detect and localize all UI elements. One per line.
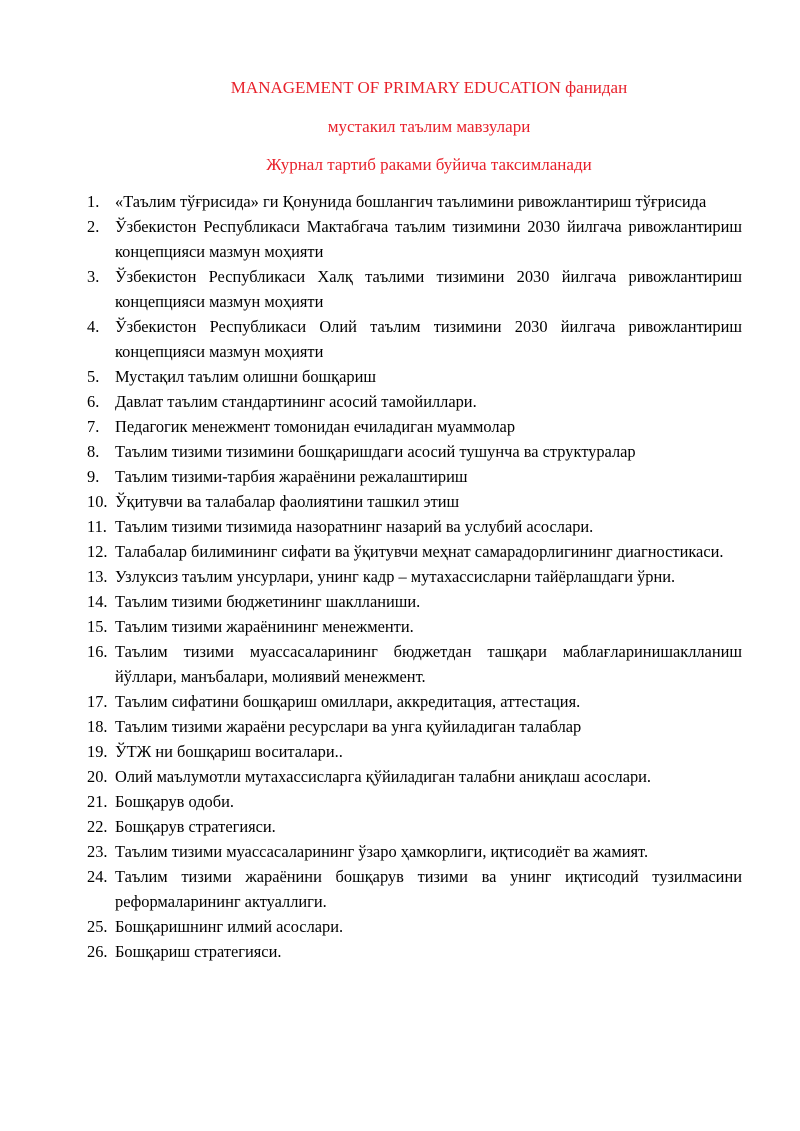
topic-number: 4.	[87, 317, 100, 336]
topic-text: Таълим тизими-тарбия жараёнини режалаштириш	[115, 467, 468, 486]
topic-item	[87, 539, 742, 564]
topic-text: Таълим тизими жараёнининг менежменти.	[115, 617, 414, 636]
topic-number: 22.	[87, 817, 108, 836]
topic-number: 19.	[87, 742, 108, 761]
topic-text: Давлат таълим стандартининг асосий тамойиллари.	[115, 392, 477, 411]
topic-item	[87, 814, 742, 839]
topics-list	[87, 189, 742, 964]
topic-item	[87, 314, 742, 364]
topic-number: 17.	[87, 692, 108, 711]
topic-number: 2.	[87, 217, 100, 236]
topic-text: Олий маълумотли мутахассисларга қўйиладиган талабни аниқлаш асослари.	[115, 767, 652, 786]
topic-item	[87, 189, 742, 214]
topic-number: 25.	[87, 917, 108, 936]
topic-text: Таълим тизими жараёни ресурслари ва унга қуйиладиган талаблар	[115, 717, 582, 736]
topic-item	[87, 689, 742, 714]
topic-number: 20.	[87, 767, 108, 786]
topic-number: 16.	[87, 642, 108, 661]
topic-item	[87, 214, 742, 264]
topic-text: Таълим тизими тизимида назоратнинг назарий ва услубий асослари.	[115, 517, 594, 536]
topic-text: Узлуксиз таълим унсурлари, унинг кадр – мутахассисларни тайёрлашдаги ўрни.	[115, 567, 676, 586]
topic-item	[87, 489, 742, 514]
topic-text: Бошқариш стратегияси.	[115, 942, 282, 961]
topic-item	[87, 389, 742, 414]
topic-item	[87, 739, 742, 764]
topic-text: Ўқитувчи ва талабалар фаолиятини ташкил этиш	[115, 492, 460, 511]
topic-item	[87, 789, 742, 814]
topic-item	[87, 514, 742, 539]
document-title: MANAGEMENT OF PRIMARY EDUCATION фанидан	[230, 78, 628, 97]
topic-item	[87, 614, 742, 639]
topic-text: «Таълим тўғрисида» ги Қонунида бошлангич таълимини ривожлантириш тўғрисида	[115, 192, 707, 211]
topic-item	[87, 714, 742, 739]
topic-text: Таълим сифатини бошқариш омиллари, аккредитация, аттестация.	[115, 692, 581, 711]
topic-number: 21.	[87, 792, 108, 811]
topic-text: Ўзбекистон Республикаси Халқ таълими тизимини 2030 йилгача ривожлантириш концепцияси мазмун моҳияти	[115, 267, 742, 311]
topic-item	[87, 914, 742, 939]
topic-text: Таълим тизими муассасаларининг бюджетдан ташқари маблағларинишаклланиш йўллари, манъбалари, молиявий менежмент.	[115, 642, 742, 686]
topic-item	[87, 589, 742, 614]
topic-text: Бошқарув стратегияси.	[115, 817, 276, 836]
topic-text: Ўзбекистон Республикаси Мактабгача таълим тизимини 2030 йилгача ривожлантириш концепцияси мазмун моҳияти	[115, 217, 742, 261]
topic-number: 15.	[87, 617, 108, 636]
topic-number: 6.	[87, 392, 100, 411]
topic-text: Бошқарув одоби.	[115, 792, 234, 811]
topic-item	[87, 764, 742, 789]
topic-item	[87, 864, 742, 914]
topic-text: Мустақил таълим олишни бошқариш	[115, 367, 376, 386]
topic-number: 9.	[87, 467, 100, 486]
topic-item	[87, 439, 742, 464]
topic-item	[87, 264, 742, 314]
topic-text: Таълим тизими жараёнини бошқарув тизими ва унинг иқтисодий тузилмасини реформаларининг актуаллиги.	[115, 867, 742, 911]
topic-item	[87, 414, 742, 439]
topic-number: 14.	[87, 592, 108, 611]
topic-item	[87, 939, 742, 964]
topic-number: 7.	[87, 417, 100, 436]
topic-number: 12.	[87, 542, 108, 561]
topic-text: Таълим тизими бюджетининг шаклланиши.	[115, 592, 421, 611]
topic-item	[87, 364, 742, 389]
topic-number: 18.	[87, 717, 108, 736]
topic-number: 13.	[87, 567, 108, 586]
topic-item	[87, 839, 742, 864]
topic-number: 11.	[87, 517, 107, 536]
topic-text: Талабалар билимининг сифати ва ўқитувчи меҳнат самарадорлигининг диагностикаси.	[115, 542, 724, 561]
topic-text: Бошқаришнинг илмий асослари.	[115, 917, 344, 936]
topic-number: 26.	[87, 942, 108, 961]
topic-number: 24.	[87, 867, 108, 886]
topic-number: 5.	[87, 367, 100, 386]
document-subtitle: мустакил таълим мавзулари	[327, 117, 531, 136]
topic-item	[87, 564, 742, 589]
document-note: Журнал тартиб раками буйича таксимланади	[266, 155, 592, 174]
topic-number: 23.	[87, 842, 108, 861]
topic-number: 3.	[87, 267, 100, 286]
topic-item	[87, 464, 742, 489]
topic-item	[87, 639, 742, 689]
topic-text: Ўзбекистон Республикаси Олий таълим тизимини 2030 йилгача ривожлантириш концепцияси мазмун моҳияти	[115, 317, 742, 361]
topic-number: 1.	[87, 192, 100, 211]
topic-text: Таълим тизими муассасаларининг ўзаро ҳамкорлиги, иқтисодиёт ва жамият.	[115, 842, 649, 861]
topic-text: Таълим тизими тизимини бошқаришдаги асосий тушунча ва структуралар	[115, 442, 636, 461]
topic-text: ЎТЖ ни бошқариш воситалари..	[115, 742, 343, 761]
topic-number: 8.	[87, 442, 100, 461]
topic-text: Педагогик менежмент томонидан ечиладиган муаммолар	[115, 417, 516, 436]
topic-number: 10.	[87, 492, 108, 511]
